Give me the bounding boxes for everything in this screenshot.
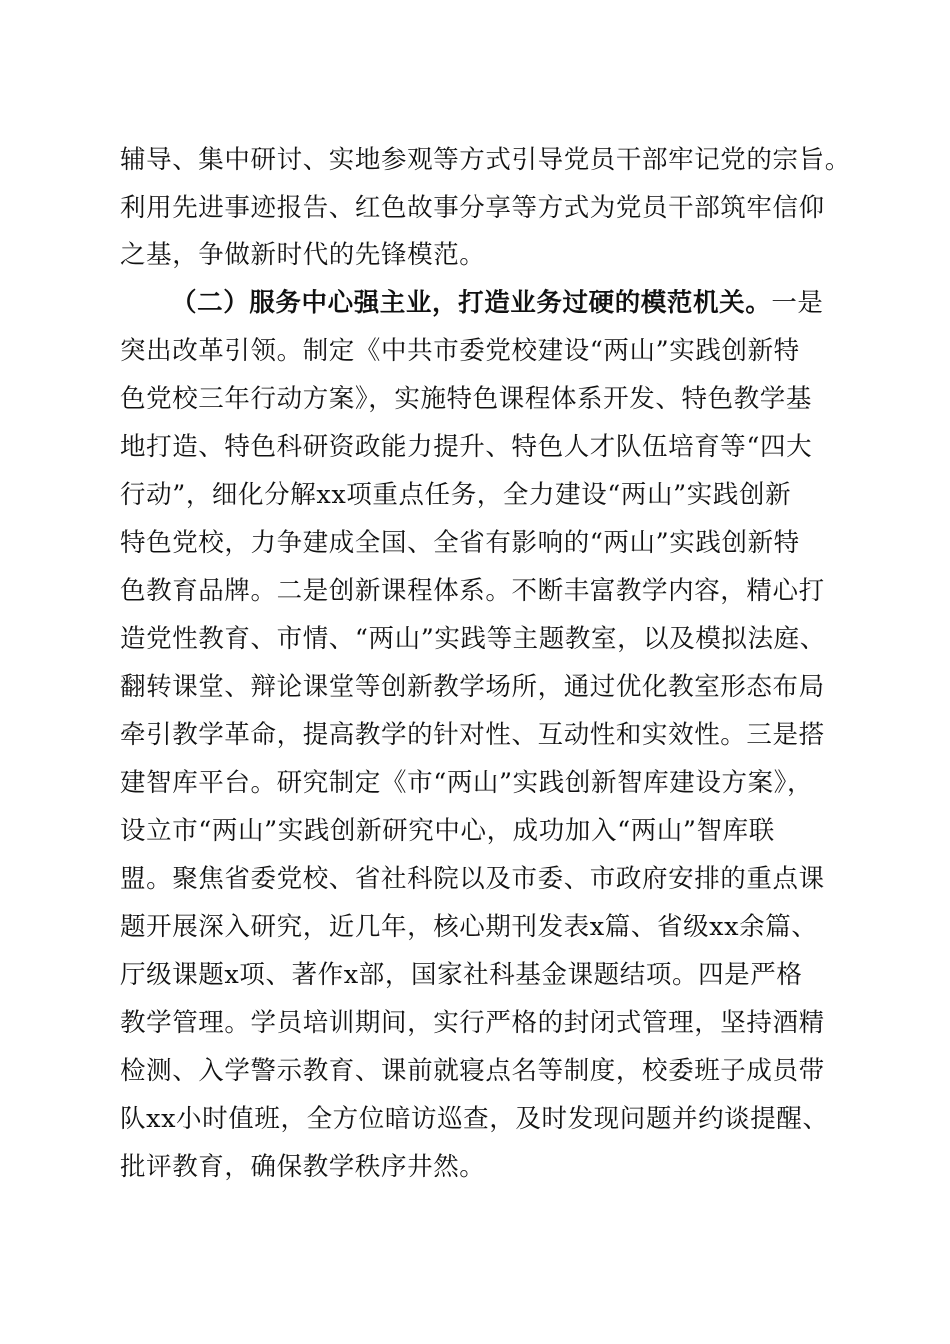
text-line: 厅级课题x项、著作x部，国家社科基金课题结项。四是严格 — [120, 960, 803, 990]
text-line: 色教育品牌。二是创新课程体系。不断丰富教学内容，精心打 — [120, 576, 825, 606]
section-heading: （二）服务中心强主业，打造业务过硬的模范机关。 — [171, 288, 772, 318]
text-line: 利用先进事迹报告、红色故事分享等方式为党员干部筑牢信仰 — [120, 193, 825, 223]
text-line: 地打造、特色科研资政能力提升、特色人才队伍培育等“四大 — [120, 432, 813, 462]
text-line: 建智库平台。研究制定《市“两山”实践创新智库建设方案》， — [120, 768, 814, 798]
text-line: 色党校三年行动方案》，实施特色课程体系开发、特色教学基 — [120, 384, 812, 414]
text-line: 翻转课堂、辩论课堂等创新教学场所，通过优化教室形态布局 — [120, 672, 825, 702]
text-line: 牵引教学革命，提高教学的针对性、互动性和实效性。三是搭 — [120, 720, 825, 750]
text-line: 队xx小时值班，全方位暗访巡查，及时发现问题并约谈提醒、 — [120, 1104, 829, 1134]
text-line: 突出改革引领。制定《中共市委党校建设“两山”实践创新特 — [120, 336, 800, 366]
text-line: 造党性教育、市情、“两山”实践等主题教室，以及模拟法庭、 — [120, 624, 826, 654]
text-line: 特色党校，力争建成全国、全省有影响的“两山”实践创新特 — [120, 528, 800, 558]
text-line: 批评教育，确保教学秩序井然。 — [120, 1152, 486, 1182]
text-line: 之基，争做新时代的先锋模范。 — [120, 240, 486, 270]
text-line: 题开展深入研究，近几年，核心期刊发表x篇、省级xx余篇、 — [120, 912, 818, 942]
text-line: 行动”，细化分解xx项重点任务，全力建设“两山”实践创新 — [120, 480, 792, 510]
text-line: 检测、入学警示教育、课前就寝点名等制度，校委班子成员带 — [120, 1056, 825, 1086]
text-line: 辅导、集中研讨、实地参观等方式引导党员干部牢记党的宗旨。 — [120, 145, 851, 175]
text-line: 设立市“两山”实践创新研究中心，成功加入“两山”智库联 — [120, 816, 775, 846]
text-line: 教学管理。学员培训期间，实行严格的封闭式管理，坚持酒精 — [120, 1008, 825, 1038]
text-line: 盟。聚焦省委党校、省社科院以及市委、市政府安排的重点课 — [120, 864, 825, 894]
section-heading-line — [171, 288, 824, 318]
heading-continuation: 一是 — [771, 288, 824, 318]
